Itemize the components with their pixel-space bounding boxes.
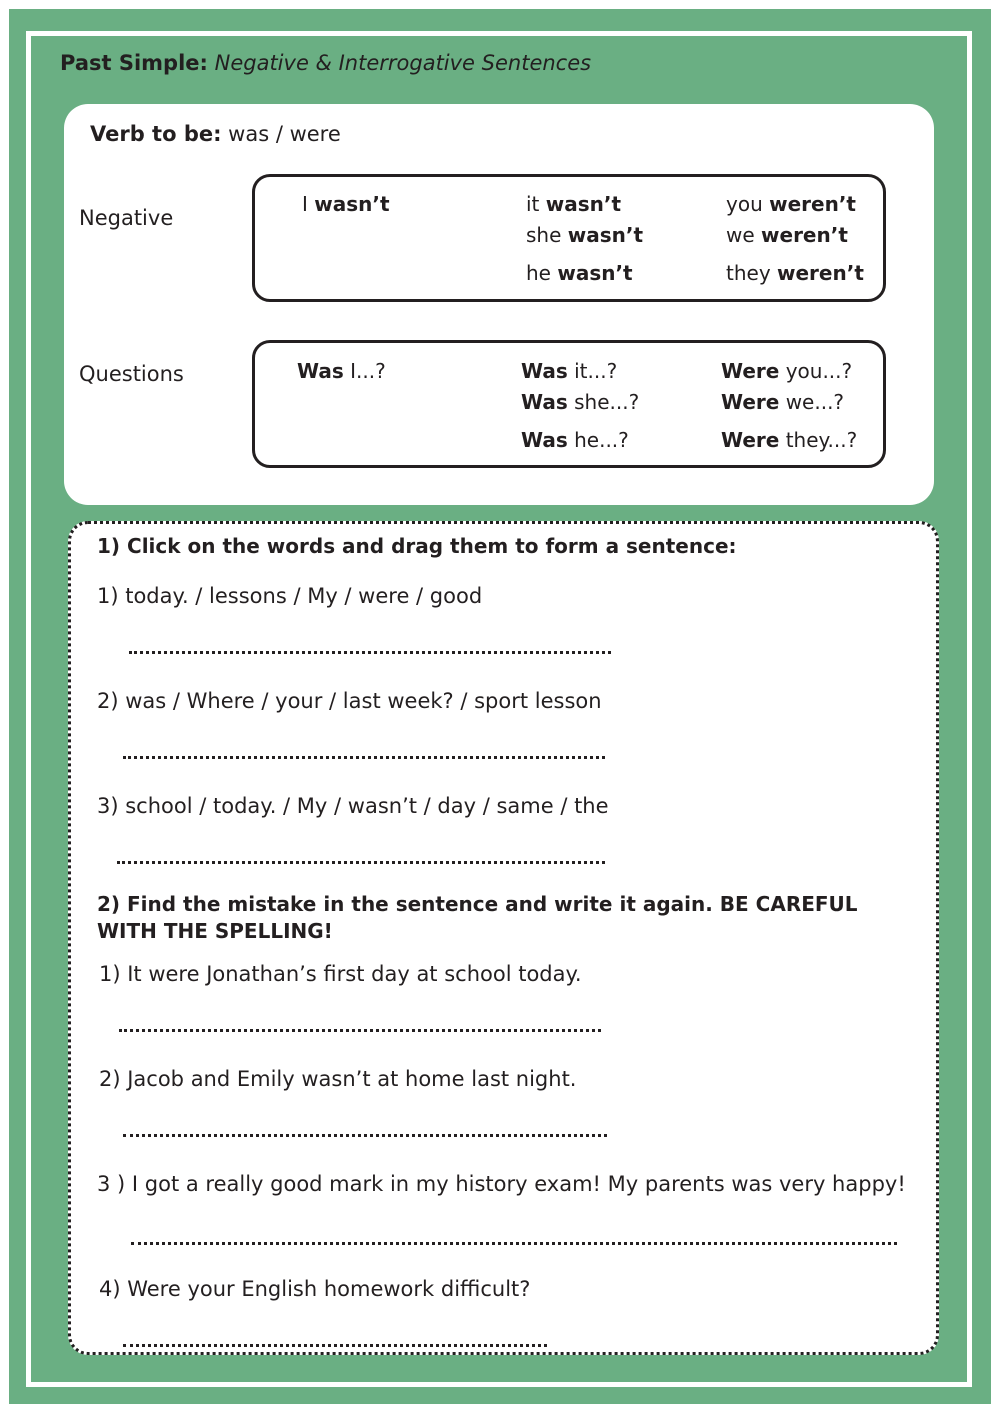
exercise2-item: 1) It were Jonathan’s first day at school today. [99, 962, 582, 986]
worksheet-title: Past Simple: Negative & Interrogative Sentences [60, 51, 592, 75]
question-forms-box [252, 340, 886, 468]
answer-line[interactable] [129, 651, 611, 654]
exercise2-item: 2) Jacob and Emily wasn’t at home last night. [99, 1067, 577, 1091]
exercise1-item: 1) today. / lessons / My / were / good [97, 584, 483, 608]
grammar-card [64, 104, 934, 505]
exercise1-item: 3) school / today. / My / wasn’t / day / same / the [97, 794, 609, 818]
exercise2-title: 2) Find the mistake in the sentence and write it again. BE CAREFUL WITH THE SPELLING! [97, 892, 858, 943]
exercise1-item: 2) was / Where / your / last week? / sport lesson [97, 689, 602, 713]
negative-forms-box [252, 174, 886, 302]
negative-form: you weren’t [726, 192, 856, 216]
exercise1-title: 1) Click on the words and drag them to form a sentence: [97, 534, 737, 558]
question-form: Were we...? [721, 390, 845, 414]
negative-label: Negative [79, 206, 174, 230]
negative-form: he wasn’t [526, 261, 633, 285]
exercise2-item: 3 ) I got a really good mark in my history exam! My parents was very happy! [97, 1172, 906, 1196]
answer-line[interactable] [119, 1029, 601, 1032]
grammar-card-title: Verb to be: was / were [90, 122, 341, 146]
question-form: Were you...? [721, 359, 853, 383]
answer-line[interactable] [123, 1134, 607, 1137]
answer-line[interactable] [123, 1344, 547, 1347]
negative-form: I wasn’t [302, 192, 390, 216]
questions-label: Questions [79, 362, 184, 386]
answer-line[interactable] [117, 861, 605, 864]
question-form: Was he...? [521, 428, 629, 452]
question-form: Was I...? [297, 359, 386, 383]
question-form: Was it...? [521, 359, 618, 383]
answer-line[interactable] [131, 1242, 897, 1245]
negative-form: it wasn’t [526, 192, 622, 216]
exercise-panel [68, 521, 939, 1355]
exercise2-item: 4) Were your English homework difficult? [99, 1277, 531, 1301]
question-form: Was she...? [521, 390, 640, 414]
answer-line[interactable] [123, 756, 605, 759]
negative-form: they weren’t [726, 261, 864, 285]
question-form: Were they...? [721, 428, 858, 452]
negative-form: she wasn’t [526, 223, 644, 247]
negative-form: we weren’t [726, 223, 848, 247]
